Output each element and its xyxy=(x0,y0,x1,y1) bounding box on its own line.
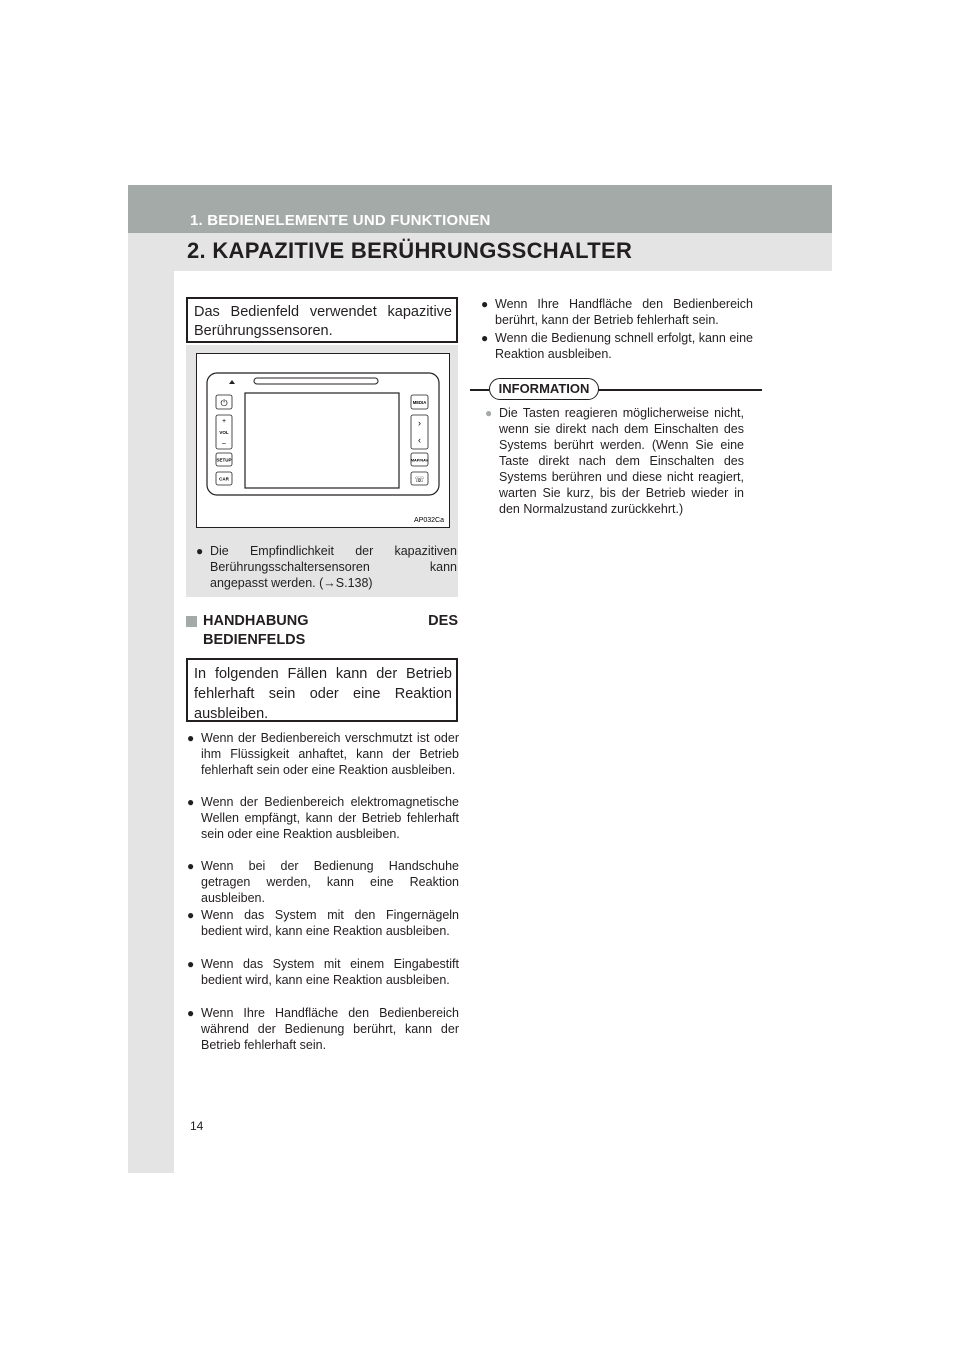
figure-note: ● Die Empfindlichkeit der kapazitiven Berührungsschaltersensoren kann angepasst werden. (→S.138) xyxy=(196,544,457,590)
section-title: 2. KAPAZITIVE BERÜHRUNGSSCHALTER xyxy=(187,238,633,263)
seek-next-icon: › xyxy=(418,418,421,428)
list-item: ● Wenn bei der Bedienung Handschuhe getragen werden, kann eine Reaktion ausbleiben. xyxy=(187,859,459,905)
svg-text:CAR: CAR xyxy=(219,476,229,482)
display-screen xyxy=(245,393,399,488)
svg-text:+: + xyxy=(221,418,227,425)
svg-text:–: – xyxy=(222,440,226,447)
list-item: ● Wenn das System mit den Fingernägeln bedient wird, kann eine Reaktion ausbleiben. xyxy=(187,908,459,938)
cases-box: In folgenden Fällen kann der Betrieb fehlerhaft sein oder eine Reaktion ausbleiben. xyxy=(186,658,458,722)
svg-text:MEDIA: MEDIA xyxy=(412,400,427,405)
figure-code: AP032Ca xyxy=(414,517,444,524)
list-item: ● Wenn der Bedienbereich verschmutzt ist oder ihm Flüssigkeit anhaftet, kann der Betrieb fehlerhaft sein oder eine Reaktion ausbleiben. xyxy=(187,731,459,777)
seek-prev-icon: ‹ xyxy=(418,435,421,445)
head-unit-illustration xyxy=(196,353,450,528)
intro-box: Das Bedienfeld verwendet kapazitive Berührungssensoren. xyxy=(186,297,458,343)
power-icon: ⏻ xyxy=(220,399,228,409)
chapter-title: 1. BEDIENELEMENTE UND FUNKTIONEN xyxy=(190,212,491,229)
svg-text:MAP/NAV: MAP/NAV xyxy=(410,458,429,463)
svg-text:SETUP: SETUP xyxy=(216,457,232,463)
side-strip xyxy=(128,185,174,1173)
info-rule xyxy=(470,389,489,391)
list-item: ● Wenn Ihre Handfläche den Bedienbereich während der Bedienung berührt, kann der Betrieb fehlerhaft sein. xyxy=(187,1006,459,1052)
svg-text:VOL: VOL xyxy=(219,430,229,435)
list-item: ● Wenn das System mit einem Eingabestift bedient wird, kann eine Reaktion ausbleiben. xyxy=(187,957,459,987)
info-rule xyxy=(597,389,762,391)
information-label: INFORMATION xyxy=(489,378,599,400)
list-item: ● Wenn Ihre Handfläche den Bedienbereich berührt, kann der Betrieb fehlerhaft sein. xyxy=(481,297,753,327)
page-number: 14 xyxy=(190,1119,204,1133)
information-text: ● Die Tasten reagieren möglicherweise nicht, wenn sie direkt nach dem Einschalten des Systems berührt werden. (Wenn Sie eine Taste direkt nach dem Einschalten des Systems berühren und diese nicht reagiert, warten Sie kurz, bis der Betrieb wieder in den Normalzustand zurückkehrt.) xyxy=(485,406,744,516)
phone-icon: ☏ xyxy=(414,475,425,484)
list-item: ● Wenn der Bedienbereich elektromagnetische Wellen empfängt, kann der Betrieb fehlerhaft sein oder eine Reaktion ausbleiben. xyxy=(187,795,459,841)
list-item: ● Wenn die Bedienung schnell erfolgt, kann eine Reaktion ausbleiben. xyxy=(481,331,753,361)
